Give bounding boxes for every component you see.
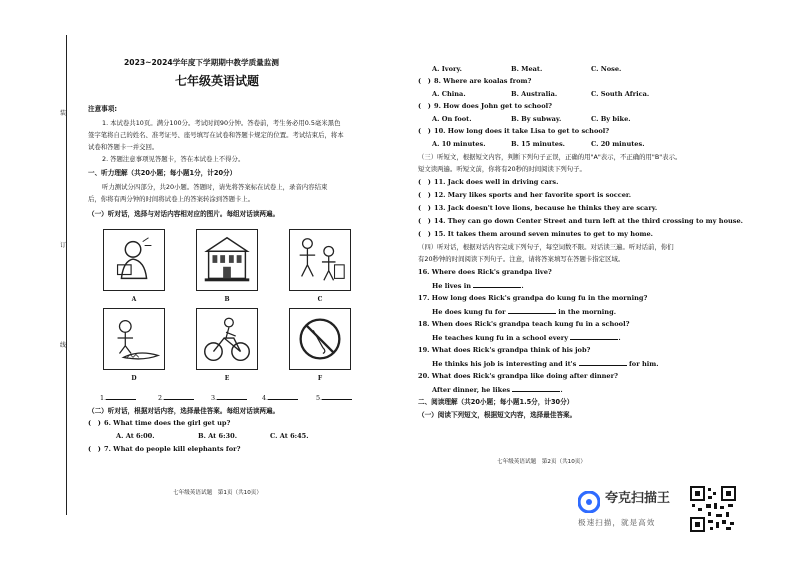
question-stem: 7. What do people kill elephants for? bbox=[104, 445, 241, 453]
exam-title: 2023~2024学年度下学期期中教学质量监测 bbox=[124, 58, 279, 67]
part4-heading: （四）听对话，根据对话内容完成下列句子，每空词数不限。对话读三遍。听对话前，你们 bbox=[418, 243, 674, 251]
notes-line: 1. 本试卷共10页。满分100分。考试时间90分钟。答卷前，考生务必用0.5毫米黑色 bbox=[102, 119, 341, 127]
notes-line: 试卷和答题卡一并交回。 bbox=[88, 143, 159, 151]
question-stem: 15. It takes them around seven minutes to get to my home. bbox=[434, 230, 653, 238]
fill-answer-line bbox=[432, 281, 524, 290]
fill-suffix: . bbox=[618, 334, 621, 342]
picture-label: D bbox=[131, 375, 137, 382]
brand-name: 夸克扫描王 bbox=[605, 491, 671, 506]
fill-prefix: He does kung fu for bbox=[432, 308, 506, 316]
binding-char: 线 bbox=[60, 342, 67, 349]
part3-heading: （三）听短文，根据短文内容，判断下列句子正误，正确的用"A"表示，不正确的用"B"表示。 bbox=[418, 153, 682, 161]
question-stem: 12. Mary likes sports and her favorite sport is soccer. bbox=[434, 191, 632, 199]
picture-a bbox=[103, 229, 165, 291]
question-stem: 14. They can go down Center Street and turn left at the third crossing to my house. bbox=[434, 217, 743, 225]
fill-prefix: He thinks his job is interesting and it's bbox=[432, 360, 577, 368]
question-6: ( ) 6. What time does the girl get up? bbox=[88, 419, 231, 427]
part3-heading: 短文读两遍。听短文前，你将有20秒的时间阅读下列句子。 bbox=[418, 165, 586, 173]
option[interactable]: A. At 6:00. bbox=[116, 432, 155, 440]
answer-blank[interactable] bbox=[217, 393, 247, 400]
option[interactable]: A. China. bbox=[432, 90, 466, 98]
question-stem: 6. What time does the girl get up? bbox=[104, 419, 231, 427]
fill-question: 18. When does Rick's grandpa teach kung fu in a school? bbox=[418, 320, 630, 328]
people-icon bbox=[290, 230, 350, 290]
tf-question: ( ) 11. Jack does well in driving cars. bbox=[418, 178, 559, 186]
picture-label: F bbox=[317, 375, 323, 382]
tf-question: ( ) 13. Jack doesn't love lions, because he thinks they are scary. bbox=[418, 204, 658, 212]
fill-question: 20. What does Rick's grandpa like doing after dinner? bbox=[418, 372, 618, 380]
option[interactable]: B. Australia. bbox=[511, 90, 558, 98]
picture-label: E bbox=[224, 375, 230, 382]
picture-f bbox=[289, 308, 351, 370]
question-stem: 9. How does John get to school? bbox=[434, 102, 552, 110]
question-9: ( ) 9. How does John get to school? bbox=[418, 102, 552, 110]
picture-e bbox=[196, 308, 258, 370]
picture-label: A bbox=[131, 296, 137, 303]
fill-suffix: . bbox=[560, 386, 563, 394]
question-stem: 10. How long does it take Lisa to get to school? bbox=[434, 127, 610, 135]
section1-heading: 一、听力理解（共20小题；每小题1分，计20分） bbox=[88, 169, 237, 177]
question-8: ( ) 8. Where are koalas from? bbox=[418, 77, 532, 85]
fill-answer-line bbox=[432, 359, 659, 368]
page-footer: 七年级英语试题 第2页（共10页） bbox=[497, 459, 586, 465]
blank-number: 2. bbox=[158, 394, 165, 402]
fill-blank[interactable] bbox=[508, 307, 556, 314]
answer-blank-5 bbox=[316, 393, 352, 402]
answer-blank[interactable] bbox=[322, 393, 352, 400]
answer-blank-4 bbox=[262, 393, 298, 402]
answer-blank[interactable] bbox=[268, 393, 298, 400]
question-stem: 8. Where are koalas from? bbox=[434, 77, 532, 85]
binding-char: 装 bbox=[60, 110, 67, 117]
section1-desc: 听力测试分四部分，共20小题。答题时，请先将答案标在试卷上，录音内容结束 bbox=[102, 183, 328, 191]
binding-char: 订 bbox=[60, 242, 67, 249]
option[interactable]: A. Ivory. bbox=[432, 65, 462, 73]
cyclist-icon bbox=[197, 309, 257, 369]
option[interactable]: A. 10 minutes. bbox=[432, 140, 486, 148]
option[interactable]: B. 15 minutes. bbox=[511, 140, 565, 148]
answer-blank[interactable] bbox=[106, 393, 136, 400]
answer-blank[interactable] bbox=[164, 393, 194, 400]
fill-blank[interactable] bbox=[570, 333, 621, 342]
fill-question: 16. Where does Rick's grandpa live? bbox=[418, 268, 552, 276]
answer-blank-2 bbox=[158, 393, 194, 402]
fill-blank[interactable] bbox=[579, 359, 627, 366]
answer-blank-1 bbox=[100, 393, 136, 402]
option[interactable]: C. South Africa. bbox=[591, 90, 650, 98]
blank-number: 1. bbox=[100, 394, 107, 402]
page-footer: 七年级英语试题 第1页（共10页） bbox=[173, 490, 262, 496]
section2-part1-heading: （一）阅读下列短文，根据短文内容，选择最佳答案。 bbox=[418, 411, 577, 419]
picture-c bbox=[289, 229, 351, 291]
fill-blank[interactable] bbox=[473, 281, 524, 290]
blank-number: 3. bbox=[211, 394, 218, 402]
notes-line: 2. 答题注意事项见答题卡，答在本试卷上不得分。 bbox=[102, 155, 245, 163]
fill-prefix: He lives in bbox=[432, 282, 472, 290]
option[interactable]: B. At 6:30. bbox=[198, 432, 237, 440]
fill-answer-line bbox=[432, 333, 621, 342]
part1-heading: （一）听对话，选择与对话内容相对应的图片。每组对话读两遍。 bbox=[88, 210, 280, 218]
binding-line bbox=[66, 35, 67, 515]
picture-b bbox=[196, 229, 258, 291]
section2-heading: 二、阅读理解（共20小题；每小题1.5分，计30分） bbox=[418, 398, 574, 406]
option[interactable]: B. By subway. bbox=[511, 115, 562, 123]
picture-label: C bbox=[317, 296, 323, 303]
quark-logo-icon bbox=[578, 491, 600, 513]
option[interactable]: C. Nose. bbox=[591, 65, 622, 73]
notes-heading: 注意事项: bbox=[88, 105, 118, 113]
option[interactable]: C. 20 minutes. bbox=[591, 140, 645, 148]
tf-question: ( ) 15. It takes them around seven minutes to get to my home. bbox=[418, 230, 653, 238]
question-10: ( ) 10. How long does it take Lisa to get to school? bbox=[418, 127, 610, 135]
fill-prefix: He teaches kung fu in a school every bbox=[432, 334, 569, 342]
reading-boy-icon bbox=[104, 230, 164, 290]
answer-blank-3 bbox=[211, 393, 247, 402]
option[interactable]: B. Meat. bbox=[511, 65, 543, 73]
qr-code-icon[interactable] bbox=[690, 486, 736, 532]
fill-suffix: . bbox=[521, 282, 524, 290]
option[interactable]: A. On foot. bbox=[432, 115, 472, 123]
exam-subtitle: 七年级英语试题 bbox=[175, 74, 260, 88]
building-icon bbox=[197, 230, 257, 290]
fill-suffix: for him. bbox=[628, 360, 659, 368]
question-stem: 11. Jack does well in driving cars. bbox=[434, 178, 559, 186]
tf-question: ( ) 14. They can go down Center Street and turn left at the third crossing to my house. bbox=[418, 217, 743, 225]
question-stem: 13. Jack doesn't love lions, because he thinks they are scary. bbox=[434, 204, 658, 212]
fill-question: 17. How long does Rick's grandpa do kung fu in the morning? bbox=[418, 294, 648, 302]
fill-question: 19. What does Rick's grandpa think of his job? bbox=[418, 346, 591, 354]
part4-heading: 有20秒钟的时间阅读下列句子。注意，请将答案填写在答题卡指定区域。 bbox=[418, 255, 625, 263]
fill-blank[interactable] bbox=[512, 385, 563, 394]
question-7: ( ) 7. What do people kill elephants for? bbox=[88, 445, 241, 453]
brand-slogan: 极速扫描，就是高效 bbox=[578, 518, 656, 527]
tf-question: ( ) 12. Mary likes sports and her favorite sport is soccer. bbox=[418, 191, 632, 199]
fill-answer-line bbox=[432, 307, 616, 316]
no-fishing-icon bbox=[290, 309, 350, 369]
fill-answer-line bbox=[432, 385, 563, 394]
fill-suffix: in the morning. bbox=[558, 308, 617, 316]
blank-number: 5. bbox=[316, 394, 323, 402]
picture-d bbox=[103, 308, 165, 370]
notes-line: 签字笔将自己的姓名、准考证号、座号填写在试卷和答题卡规定的位置。考试结束后，将本 bbox=[88, 131, 344, 139]
boy-crocodile-icon bbox=[104, 309, 164, 369]
option[interactable]: C. At 6:45. bbox=[270, 432, 309, 440]
blank-number: 4. bbox=[262, 394, 269, 402]
option[interactable]: C. By bike. bbox=[591, 115, 631, 123]
part2-heading: （二）听对话，根据对话内容，选择最佳答案。每组对话读两遍。 bbox=[88, 407, 280, 415]
picture-label: B bbox=[224, 296, 230, 303]
section1-desc: 后，你将有两分钟的时间将试卷上的答案转涂到答题卡上。 bbox=[88, 195, 255, 203]
fill-prefix: After dinner, he likes bbox=[432, 386, 511, 394]
